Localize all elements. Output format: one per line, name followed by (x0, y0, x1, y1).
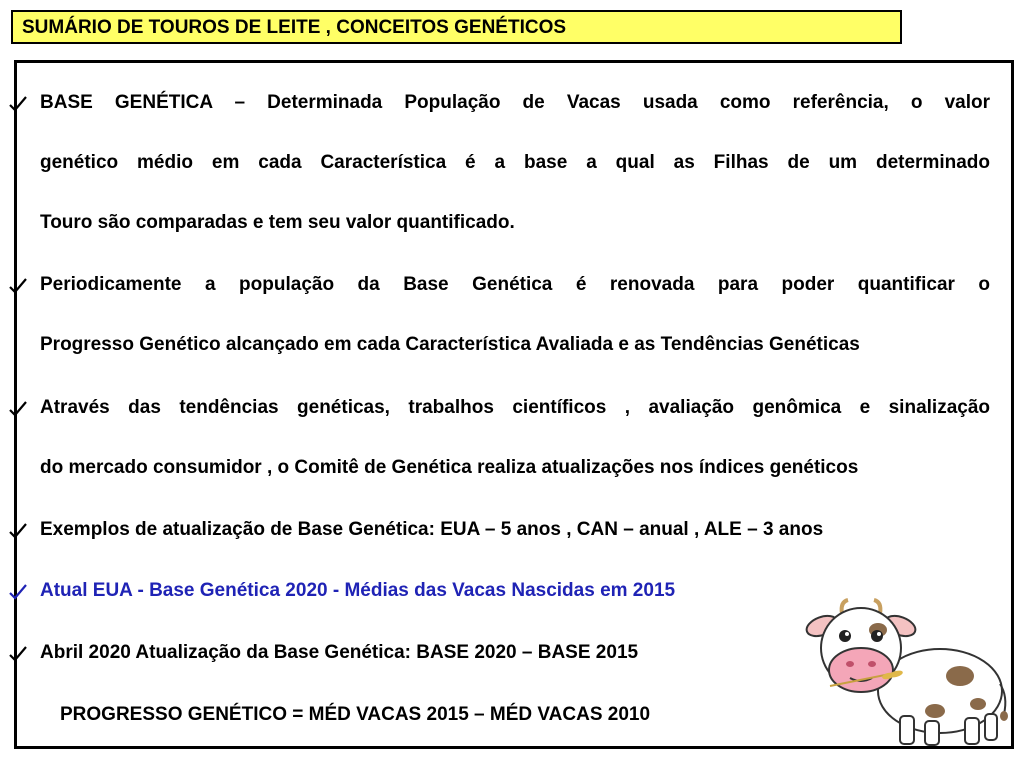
bullet-line: Periodicamente a população da Base Genética é renovada para poder quantificar o (40, 274, 990, 295)
bullet-line: Através das tendências genéticas, trabalhos científicos , avaliação genômica e sinalização (40, 397, 990, 418)
checkmark-icon (8, 582, 28, 602)
bullet-line: Touro são comparadas e tem seu valor quantificado. (40, 212, 515, 233)
bullet-line: Atual EUA - Base Genética 2020 - Médias das Vacas Nascidas em 2015 (40, 580, 676, 601)
bullet-line: genético médio em cada Característica é a base a qual as Filhas de um determinado (40, 152, 990, 173)
bullet-line: Exemplos de atualização de Base Genética: EUA – 5 anos , CAN – anual , ALE – 3 anos (40, 519, 824, 540)
checkmark-icon (8, 276, 28, 296)
progress-formula: PROGRESSO GENÉTICO = MÉD VACAS 2015 – MÉD VACAS 2010 (60, 704, 651, 725)
page-title: SUMÁRIO DE TOUROS DE LEITE , CONCEITOS GENÉTICOS (22, 17, 567, 38)
title-banner (11, 10, 902, 44)
bullet-line: do mercado consumidor , o Comitê de Genética realiza atualizações nos índices genéticos (40, 457, 859, 478)
bullet-line: Progresso Genético alcançado em cada Característica Avaliada e as Tendências Genéticas (40, 334, 860, 355)
checkmark-icon (8, 644, 28, 664)
bullet-line: BASE GENÉTICA – Determinada População de Vacas usada como referência, o valor (40, 92, 990, 113)
checkmark-icon (8, 94, 28, 114)
checkmark-icon (8, 399, 28, 419)
cow-illustration (800, 596, 1010, 748)
checkmark-icon (8, 521, 28, 541)
bullet-line: Abril 2020 Atualização da Base Genética: BASE 2020 – BASE 2015 (40, 642, 639, 663)
